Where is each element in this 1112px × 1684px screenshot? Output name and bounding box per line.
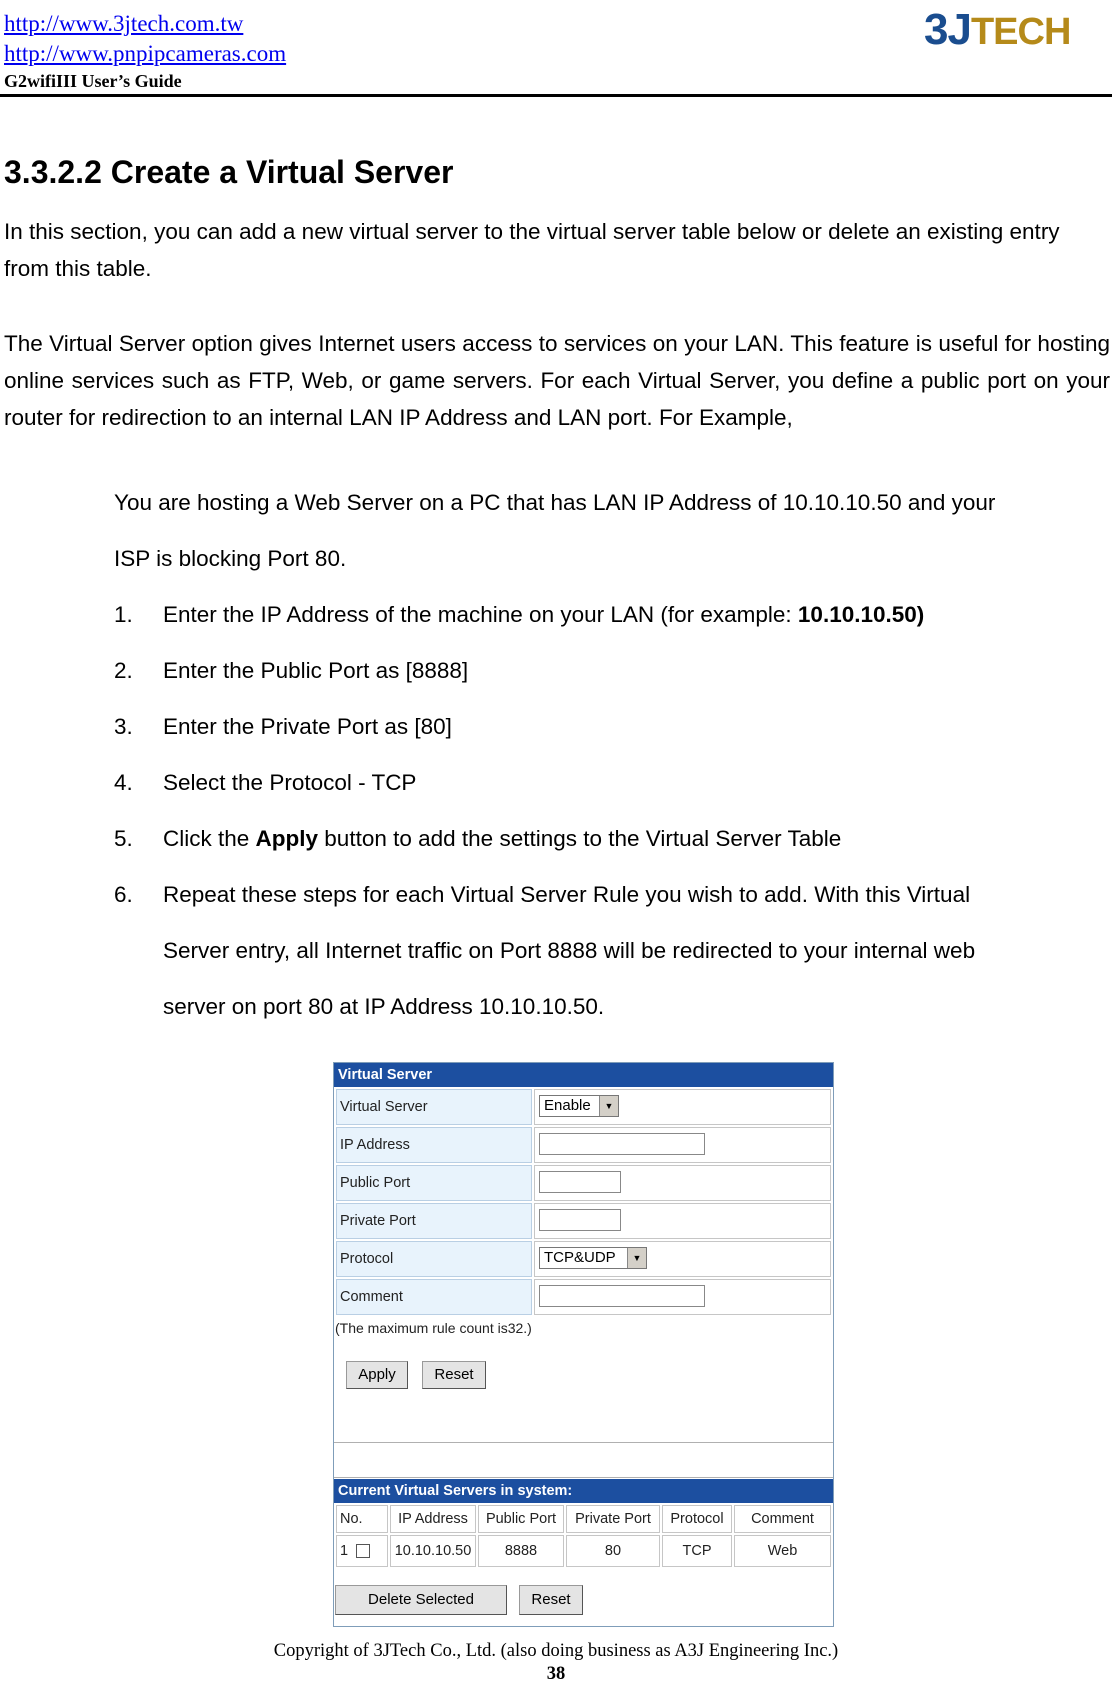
entry-ip-address: 10.10.10.50 — [390, 1535, 476, 1567]
step-6-continuation: server on port 80 at IP Address 10.10.10.50. — [163, 994, 605, 1019]
dropdown-arrow-icon: ▼ — [599, 1096, 618, 1116]
reset-button[interactable]: Reset — [422, 1361, 486, 1389]
website-link-3jtech[interactable]: http://www.3jtech.com.tw — [4, 11, 244, 36]
current-servers-title-bar: Current Virtual Servers in system: — [334, 1479, 833, 1503]
entry-private-port: 80 — [566, 1535, 660, 1567]
entry-number: 1 — [340, 1543, 349, 1559]
copyright-notice: Copyright of 3JTech Co., Ltd. (also doing business as A3J Engineering Inc.) — [273, 1641, 839, 1661]
column-header-private-port: Private Port — [566, 1505, 660, 1533]
apply-button[interactable]: Apply — [346, 1361, 408, 1389]
example-line-2: ISP is blocking Port 80. — [114, 546, 347, 571]
header-divider — [0, 94, 1112, 97]
entry-public-port: 8888 — [478, 1535, 564, 1567]
column-header-comment: Comment — [734, 1505, 831, 1533]
step-text: Select the Protocol - TCP — [163, 770, 417, 795]
virtual-server-select[interactable]: Enable ▼ — [539, 1095, 619, 1117]
step-number: 4. — [114, 770, 133, 795]
ip-address-input[interactable] — [539, 1133, 705, 1155]
example-line-1: You are hosting a Web Server on a PC that has LAN IP Address of 10.10.10.50 and your — [114, 490, 996, 515]
column-header-no: No. — [336, 1505, 388, 1533]
column-header-public-port: Public Port — [478, 1505, 564, 1533]
guide-title: G2wifiIII User’s Guide — [4, 71, 182, 91]
protocol-cell — [534, 1241, 831, 1277]
max-rule-note: (The maximum rule count is32.) — [335, 1320, 532, 1336]
column-header-ip-address: IP Address — [390, 1505, 476, 1533]
private-port-label: Private Port — [336, 1203, 532, 1239]
reset-table-button[interactable]: Reset — [519, 1585, 583, 1615]
virtual-server-panel — [333, 1062, 834, 1627]
panel-divider — [334, 1442, 833, 1443]
virtual-server-label: Virtual Server — [336, 1089, 532, 1125]
virtual-server-cell — [534, 1089, 831, 1125]
step-text: Repeat these steps for each Virtual Server Rule you wish to add. With this Virtual — [163, 882, 971, 907]
step-number: 1. — [114, 602, 133, 627]
dropdown-arrow-icon: ▼ — [627, 1248, 646, 1268]
step-number: 3. — [114, 714, 133, 739]
panel-divider — [334, 1477, 833, 1478]
step-text: Enter the IP Address of the machine on your LAN (for example: 10.10.10.50) — [163, 602, 925, 627]
private-port-cell — [534, 1203, 831, 1239]
column-header-protocol: Protocol — [662, 1505, 732, 1533]
public-port-cell — [534, 1165, 831, 1201]
private-port-input[interactable] — [539, 1209, 621, 1231]
step-number: 5. — [114, 826, 133, 851]
row-select-checkbox[interactable] — [356, 1544, 370, 1558]
entry-comment: Web — [734, 1535, 831, 1567]
description-paragraph: The Virtual Server option gives Internet users access to services on your LAN. This feature is useful for hosting online services such as FTP, Web, or game servers. For each Virtual Server, you define a public port on your router for redirection to an internal LAN IP Address and LAN port. For Example, — [4, 331, 1110, 430]
logo-part-3j: 3J — [924, 5, 971, 54]
comment-cell — [534, 1279, 831, 1315]
public-port-input[interactable] — [539, 1171, 621, 1193]
step-number: 2. — [114, 658, 133, 683]
panel-title-bar: Virtual Server — [334, 1063, 833, 1087]
ip-address-cell — [534, 1127, 831, 1163]
entry-protocol: TCP — [662, 1535, 732, 1567]
step-text: Click the Apply button to add the settings to the Virtual Server Table — [163, 826, 842, 851]
company-logo — [924, 2, 1071, 58]
protocol-select[interactable]: TCP&UDP ▼ — [539, 1247, 647, 1269]
website-link-pnpipcameras[interactable]: http://www.pnpipcameras.com — [4, 41, 287, 66]
table-row — [336, 1535, 388, 1567]
intro-paragraph: In this section, you can add a new virtual server to the virtual server table below or delete an existing entry from this table. — [4, 219, 1060, 281]
step-6-continuation: Server entry, all Internet traffic on Port 8888 will be redirected to your internal web — [163, 938, 976, 963]
step-number: 6. — [114, 882, 133, 907]
delete-selected-button[interactable]: Delete Selected — [335, 1585, 507, 1615]
step-text: Enter the Private Port as [80] — [163, 714, 452, 739]
protocol-label: Protocol — [336, 1241, 532, 1277]
logo-part-tech: TECH — [970, 11, 1071, 53]
step-text: Enter the Public Port as [8888] — [163, 658, 469, 683]
public-port-label: Public Port — [336, 1165, 532, 1201]
ip-address-label: IP Address — [336, 1127, 532, 1163]
comment-input[interactable] — [539, 1285, 705, 1307]
section-title: 3.3.2.2 Create a Virtual Server — [4, 154, 454, 190]
comment-label: Comment — [336, 1279, 532, 1315]
page-number: 38 — [546, 1664, 566, 1684]
